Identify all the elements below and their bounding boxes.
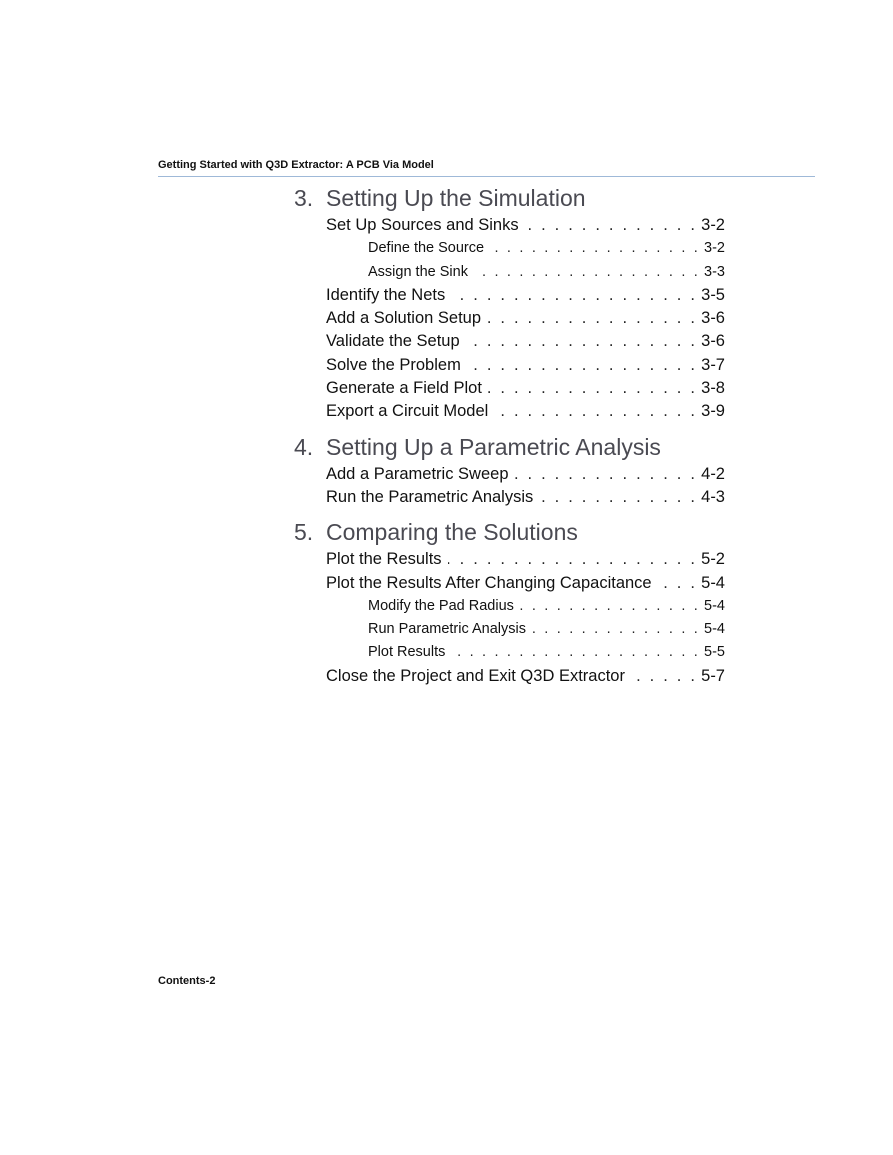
dot-leader — [520, 595, 700, 618]
dot-leader — [539, 486, 697, 509]
toc-page-number: 3-2 — [701, 216, 725, 234]
page-number-footer: Contents-2 — [158, 975, 216, 987]
toc-entry[interactable] — [294, 307, 725, 330]
chapter-title: Comparing the Solutions — [326, 519, 578, 546]
toc-entry-title: Identify the Nets — [326, 285, 446, 304]
toc-entry[interactable] — [294, 284, 725, 307]
toc-entry-title: Plot the Results — [326, 550, 442, 569]
chapter-number: 4. — [294, 433, 314, 460]
chapter-title: Setting Up the Simulation — [326, 185, 586, 211]
toc-entry[interactable] — [294, 400, 725, 423]
dot-leader — [631, 665, 697, 688]
toc-page-number: 5-4 — [701, 573, 725, 592]
toc-entry-title: Assign the Sink — [368, 263, 468, 280]
chapter-heading[interactable] — [294, 517, 725, 548]
dot-leader — [658, 572, 698, 595]
table-of-contents — [294, 183, 725, 688]
dot-leader — [494, 400, 697, 423]
dot-leader — [488, 377, 697, 400]
chapter-number: 5. — [294, 519, 314, 546]
toc-chapter — [294, 432, 725, 510]
toc-entry-title: Validate the Setup — [326, 332, 460, 351]
toc-page-number: 3-3 — [704, 263, 725, 280]
toc-page-number: 3-7 — [701, 355, 725, 374]
toc-entry-title: Plot the Results After Changing Capacitance — [326, 573, 652, 592]
header-rule — [158, 176, 815, 177]
toc-page-number: 3-6 — [701, 332, 725, 351]
toc-page-number: 5-4 — [704, 597, 725, 614]
toc-subentry[interactable] — [294, 237, 725, 260]
toc-chapter — [294, 183, 725, 424]
toc-entry-title: Close the Project and Exit Q3D Extractor — [326, 666, 625, 685]
toc-entry[interactable] — [294, 214, 725, 237]
toc-page-number: 5-5 — [704, 644, 725, 661]
toc-entry-title: Add a Parametric Sweep — [326, 464, 509, 483]
toc-page-number: 3-2 — [704, 240, 725, 257]
dot-leader — [466, 330, 698, 353]
dot-leader — [451, 641, 700, 664]
toc-subentry[interactable] — [294, 641, 725, 664]
toc-page-number: 3-8 — [701, 379, 725, 398]
toc-chapter — [294, 517, 725, 688]
toc-subentry[interactable] — [294, 595, 725, 618]
toc-page-number: 3-5 — [701, 285, 725, 304]
dot-leader — [474, 261, 700, 284]
toc-subentry[interactable] — [294, 261, 725, 284]
toc-entry[interactable] — [294, 330, 725, 353]
chapter-number: 3. — [294, 185, 314, 211]
toc-entry[interactable] — [294, 548, 725, 571]
toc-entry-title: Run the Parametric Analysis — [326, 487, 534, 506]
toc-page-number: 5-4 — [704, 621, 725, 638]
toc-entry-title: Define the Source — [368, 240, 485, 257]
toc-entry-title: Export a Circuit Model — [326, 402, 489, 421]
toc-entry-title: Generate a Field Plot — [326, 379, 482, 398]
toc-page-number: 3-6 — [701, 309, 725, 328]
toc-entry[interactable] — [294, 665, 725, 688]
dot-leader — [448, 548, 698, 571]
toc-page-number: 5-2 — [701, 550, 725, 569]
dot-leader — [451, 284, 697, 307]
dot-leader — [490, 237, 700, 260]
toc-entry[interactable] — [294, 463, 725, 486]
chapter-heading[interactable] — [294, 432, 725, 463]
toc-entry-title: Set Up Sources and Sinks — [326, 216, 519, 234]
running-header: Getting Started with Q3D Extractor: A PCB Via Model — [158, 159, 434, 171]
toc-page-number: 5-7 — [701, 666, 725, 685]
chapter-title: Setting Up a Parametric Analysis — [326, 433, 661, 460]
toc-entry[interactable] — [294, 377, 725, 400]
toc-page-number: 4-2 — [701, 464, 725, 483]
toc-entry[interactable] — [294, 572, 725, 595]
dot-leader — [487, 307, 697, 330]
toc-page-number: 4-3 — [701, 487, 725, 506]
toc-entry-title: Add a Solution Setup — [326, 309, 482, 328]
toc-entry-title: Solve the Problem — [326, 355, 461, 374]
dot-leader — [467, 354, 697, 377]
toc-page-number: 3-9 — [701, 402, 725, 421]
toc-entry[interactable] — [294, 354, 725, 377]
toc-subentry[interactable] — [294, 618, 725, 641]
chapter-heading[interactable] — [294, 183, 725, 214]
toc-entry-title: Plot Results — [368, 644, 446, 661]
toc-entry[interactable] — [294, 486, 725, 509]
dot-leader — [532, 618, 700, 641]
dot-leader — [515, 463, 698, 486]
toc-entry-title: Modify the Pad Radius — [368, 597, 514, 614]
dot-leader — [525, 214, 698, 237]
toc-entry-title: Run Parametric Analysis — [368, 621, 526, 638]
